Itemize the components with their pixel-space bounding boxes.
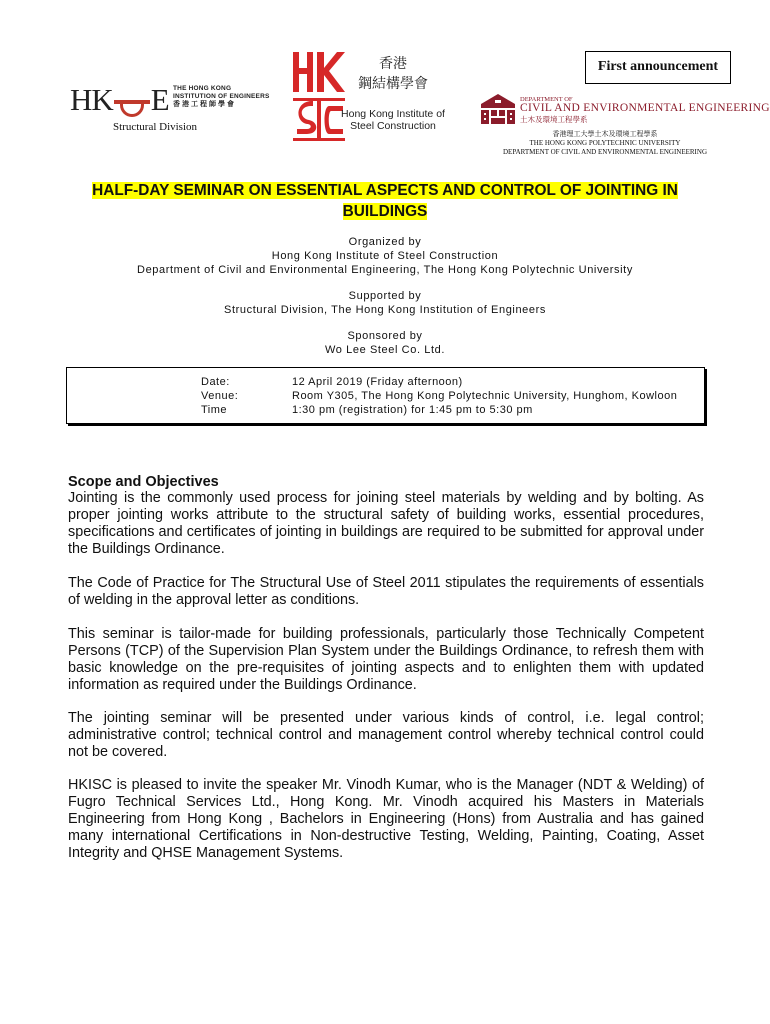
structural-division-label: Structural Division	[113, 121, 198, 133]
bridge-icon	[114, 92, 150, 114]
hkie-name-line2: INSTITUTION OF ENGINEERS	[173, 93, 270, 100]
hkie-logo	[70, 80, 270, 120]
hkisc-en-line1: Hong Kong Institute of	[341, 108, 445, 120]
polyu-logo-icon	[479, 92, 517, 126]
paragraph-code-of-practice: The Code of Practice for The Structural Use of Steel 2011 stipulates the requirements of essentials of welding in the approval letter as conditions.	[68, 575, 704, 608]
sponsor: Wo Lee Steel Co. Ltd.	[324, 344, 446, 356]
paragraph-control-types: The jointing seminar will be presented under various kinds of control, i.e. legal control; administrative control; technical control and management control whereby technical control could not be covered.	[68, 710, 704, 760]
hkie-name	[173, 85, 270, 109]
scope-heading: Scope and Objectives	[68, 474, 219, 490]
organizer-polyu: Department of Civil and Environmental Engineering, The Hong Kong Polytechnic University	[137, 264, 633, 276]
venue-label: Venue:	[201, 390, 239, 402]
title-line2: BUILDINGS	[342, 203, 428, 220]
sponsored-by-label: Sponsored by	[347, 330, 423, 342]
hkie-name-cn: 香港工程師學會	[173, 101, 236, 108]
polyu-dept-cn: 土木及環境工程學系	[520, 115, 588, 124]
organized-by-label: Organized by	[348, 236, 422, 248]
venue-value: Room Y305, The Hong Kong Polytechnic University, Hunghom, Kowloon	[292, 390, 678, 402]
hkisc-en-line2: Steel Construction	[350, 120, 436, 132]
supported-by-label: Supported by	[348, 290, 422, 302]
supporter: Structural Division, The Hong Kong Institution of Engineers	[224, 304, 546, 316]
hkie-logo-mark: HK E	[70, 82, 169, 117]
polyu-dept-name	[520, 96, 770, 112]
polyu-line-department: DEPARTMENT OF CIVIL AND ENVIRONMENTAL ENGINEERING	[502, 148, 708, 156]
polyu-dept-line2: CIVIL AND ENVIRONMENTAL ENGINEERING	[520, 102, 770, 114]
announcement-badge: First announcement	[585, 51, 731, 84]
paragraph-speaker: HKISC is pleased to invite the speaker Mr. Vinodh Kumar, who is the Manager (NDT & Welding) of Fugro Technical Services Ltd., Hong Kong. Mr. Vinodh acquired his Masters in Materials Engineering from Hong Kong , Bachelors in Engineering (Hons) from Australia and has gained many international Certifications in Non-destructive Testing, Welding, Painting, Coating, Asset Integrity and QHSE Management Systems.	[68, 777, 704, 861]
time-value: 1:30 pm (registration) for 1:45 pm to 5:30 pm	[292, 404, 533, 416]
hkie-name-line1: THE HONG KONG	[173, 85, 232, 92]
date-value: 12 April 2019 (Friday afternoon)	[292, 376, 463, 388]
organizer-hkisc: Hong Kong Institute of Steel Construction	[271, 250, 499, 262]
page-title	[60, 180, 710, 222]
hkisc-name-cn	[347, 54, 439, 94]
paragraph-seminar-purpose: This seminar is tailor-made for building professionals, particularly those Technically Competent Persons (TCP) of the Supervision Plan System under the Buildings Ordinance, to refresh them with basic knowledge on the pre-requisites of jointing aspects and to enlighten them with updated information as required under the Buildings Ordinance.	[68, 626, 704, 693]
hkisc-name-en	[340, 108, 446, 132]
polyu-line-cn: 香港理工大學土木及環境工程學系	[552, 130, 658, 138]
paragraph-jointing: Jointing is the commonly used process for joining steel materials by welding and by bolting. As proper jointing works attribute to the structural safety of building works, essential procedures, specifications and certificates of jointing in buildings are required to be submitted for approval under the Buildings Ordinance.	[68, 490, 704, 557]
title-line1: HALF-DAY SEMINAR ON ESSENTIAL ASPECTS AND CONTROL OF JOINTING IN	[92, 182, 678, 199]
hkisc-cn-line1: 香港	[379, 56, 407, 72]
event-details-box	[66, 367, 705, 424]
polyu-address-block	[480, 130, 730, 157]
time-label: Time	[201, 404, 228, 416]
polyu-line-university: THE HONG KONG POLYTECHNIC UNIVERSITY	[529, 139, 681, 147]
date-label: Date:	[201, 376, 230, 388]
polyu-dept-line1: DEPARTMENT OF	[520, 96, 573, 103]
hkisc-cn-line2: 鋼結構學會	[358, 76, 428, 92]
